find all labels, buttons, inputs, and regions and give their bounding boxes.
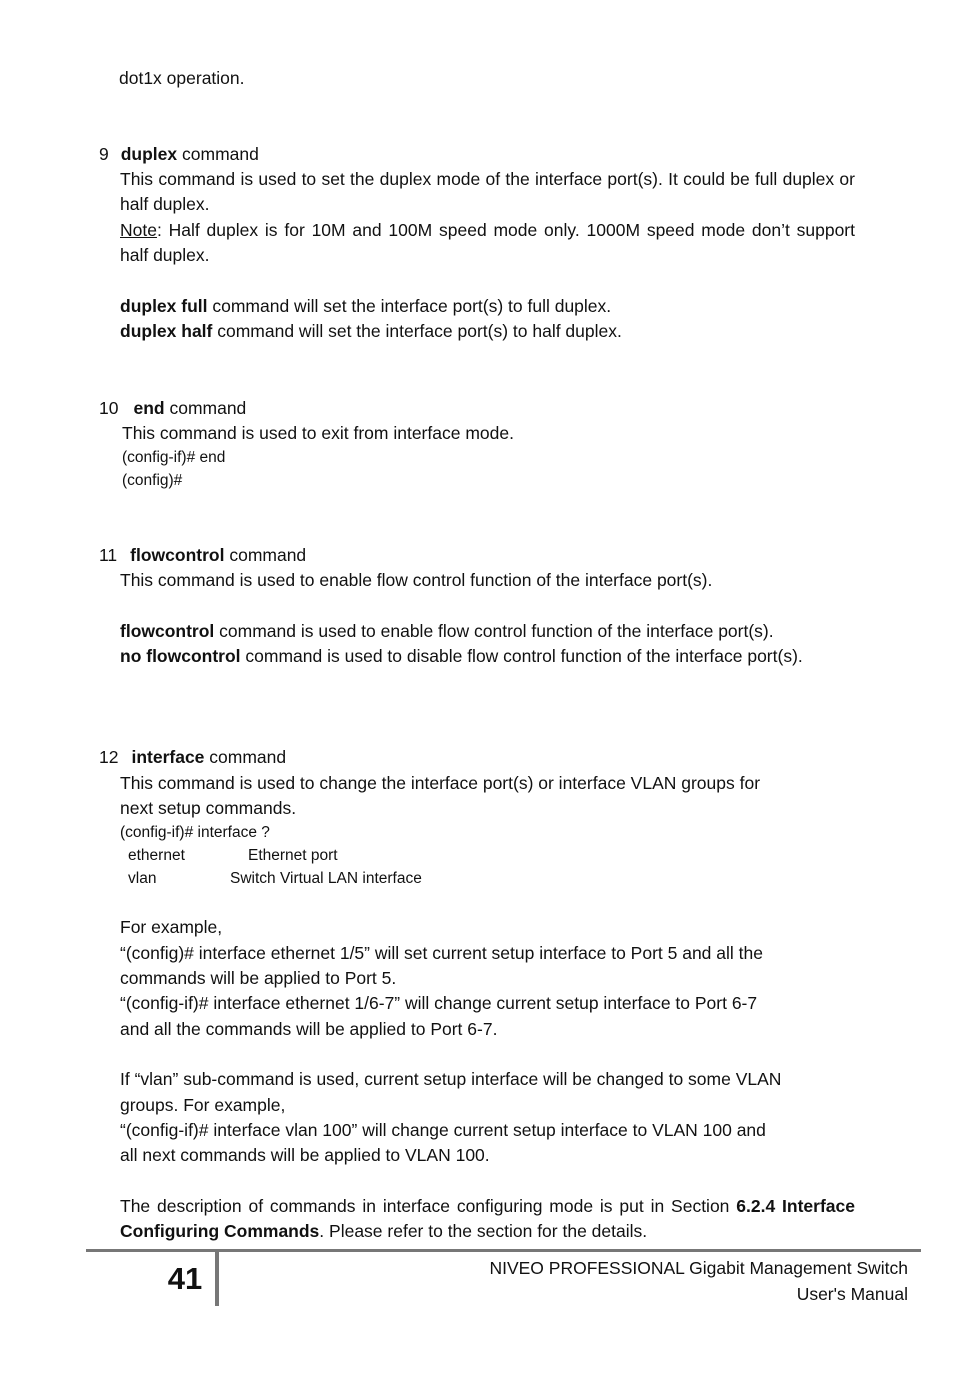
sec11-disable-line	[120, 644, 855, 669]
sec12-option-vlan-name: vlan	[128, 870, 157, 887]
sec10-command-name: end	[133, 398, 165, 418]
sec12-number: 12	[99, 747, 119, 767]
sec12-description-line-2: next setup commands.	[120, 798, 297, 818]
sec9-command-suffix: command	[177, 144, 259, 164]
sec10-heading	[99, 396, 246, 421]
sec12-ref-post: . Please refer to the section for the details.	[319, 1221, 648, 1242]
sec9-note-label: Note	[120, 220, 157, 240]
sec11-disable-text: command is used to disable flow control function of the interface port(s).	[240, 646, 803, 666]
sec12-description-line-1: This command is used to change the interface port(s) or interface VLAN groups for	[120, 773, 761, 793]
sec12-reference-paragraph	[120, 1194, 855, 1245]
sec12-vlan-line-3: “(config-if)# interface vlan 100” will change current setup interface to VLAN 100 and	[120, 1120, 766, 1140]
sec9-heading	[99, 142, 259, 167]
sec9-half-text: command will set the interface port(s) to half duplex.	[212, 321, 622, 341]
footer-title	[489, 1256, 908, 1307]
sec9-note-text: : Half duplex is for 10M and 100M speed mode only. 1000M speed mode don’t support half duplex.	[120, 220, 855, 266]
page-number: 41	[167, 1261, 203, 1296]
sec9-description: This command is used to set the duplex mode of the interface port(s). It could be full duplex or half duplex.	[120, 169, 855, 215]
sec9-command-name: duplex	[120, 144, 178, 164]
sec10-cli-line-1: (config-if)# end	[122, 449, 226, 466]
sec12-option-ethernet-desc: Ethernet port	[248, 847, 338, 864]
sec11-enable-text: command is used to enable flow control function of the interface port(s).	[214, 621, 774, 641]
sec11-enable-line	[120, 619, 774, 644]
sec12-example-intro: For example,	[120, 917, 223, 937]
sec11-number: 11	[99, 545, 118, 565]
sec11-command-name: flowcontrol	[130, 545, 225, 565]
sec12-vlan-line-1: If “vlan” sub-command is used, current setup interface will be changed to some VLAN	[120, 1069, 782, 1089]
sec12-option-ethernet-name: ethernet	[128, 847, 185, 864]
footer-title-line-2: User's Manual	[796, 1283, 908, 1304]
sec12-vlan-line-4: all next commands will be applied to VLAN 100.	[120, 1145, 490, 1165]
footer-title-line-1: NIVEO PROFESSIONAL Gigabit Management Switch	[489, 1258, 908, 1278]
footer-vertical-rule	[215, 1252, 219, 1306]
footer-horizontal-rule	[86, 1249, 921, 1252]
sec9-full-cmd: duplex full	[120, 296, 208, 316]
sec9-note	[120, 218, 855, 269]
sec12-example2-line-2: and all the commands will be applied to Port 6-7.	[120, 1019, 498, 1039]
sec12-example2-line-1: “(config-if)# interface ethernet 1/6-7” will change current setup interface to Port 6-7	[120, 993, 758, 1013]
sec9-full-text: command will set the interface port(s) to full duplex.	[207, 296, 612, 316]
sec11-enable-cmd: flowcontrol	[120, 621, 215, 641]
sec12-example1-line-1: “(config)# interface ethernet 1/5” will set current setup interface to Port 5 and all the	[120, 943, 763, 963]
sec12-vlan-line-2: groups. For example,	[120, 1095, 286, 1115]
sec12-ref-pre: The description of commands in interface configuring mode is put in Section	[120, 1196, 737, 1216]
sec9-number: 9	[99, 144, 109, 164]
sec12-heading	[99, 745, 286, 770]
sec12-ref-section: 6.2.4 Interface Configuring Commands	[120, 1196, 855, 1242]
sec11-description: This command is used to enable flow control function of the interface port(s).	[120, 570, 713, 590]
sec10-command-suffix: command	[164, 398, 247, 418]
sec9-full-line	[120, 294, 611, 319]
sec12-command-suffix: command	[204, 747, 287, 767]
sec9-half-line	[120, 319, 622, 344]
sec10-cli-line-2: (config)#	[122, 472, 183, 489]
intro-tail-text: dot1x operation.	[119, 68, 245, 88]
sec11-disable-cmd: no flowcontrol	[120, 646, 241, 666]
sec12-command-name: interface	[131, 747, 205, 767]
sec10-number: 10	[99, 398, 119, 418]
sec10-description: This command is used to exit from interface mode.	[122, 423, 514, 443]
sec9-half-cmd: duplex half	[120, 321, 213, 341]
sec12-example1-line-2: commands will be applied to Port 5.	[120, 968, 397, 988]
sec12-cli-prompt: (config-if)# interface ?	[120, 824, 270, 841]
sec11-command-suffix: command	[224, 545, 307, 565]
sec11-heading	[99, 543, 306, 568]
sec12-option-vlan-desc: Switch Virtual LAN interface	[230, 870, 422, 887]
